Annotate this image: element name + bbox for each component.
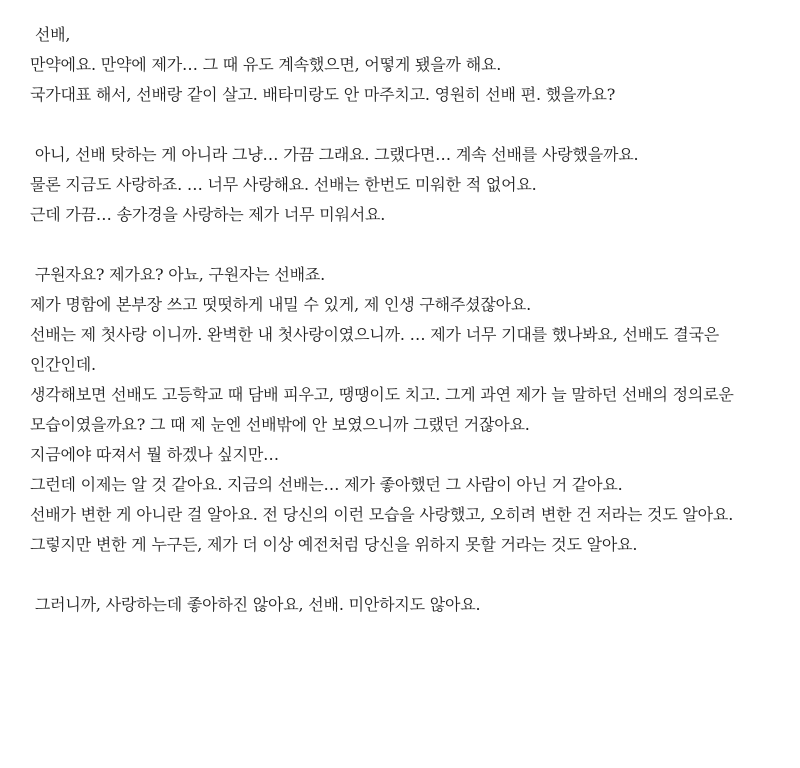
text-line: 선배가 변한 게 아니란 걸 알아요. 전 당신의 이런 모습을 사랑했고, 오히려 변한 건 저라는 것도 알아요. 그렇지만 변한 게 누구든, 제가 더 이상 예전처럼 당신을 위하지 못할 거라는 것도 알아요. [30,505,738,554]
paragraph-2 [30,140,782,230]
text-line: 구원자요? 제가요? 아뇨, 구원자는 선배죠. [30,265,326,284]
text-line: 지금에야 따져서 뭘 하겠나 싶지만… [30,445,279,464]
text-line: 만약에요. 만약에 제가… 그 때 유도 계속했으면, 어떻게 됐을까 해요. [30,55,502,74]
letter-text [30,20,782,620]
text-line: 제가 명함에 본부장 쓰고 떳떳하게 내밀 수 있게, 제 인생 구해주셨잖아요. [30,295,532,314]
text-line: 국가대표 해서, 선배랑 같이 살고. 배타미랑도 안 마주치고. 영원히 선배 편. 했을까요? [30,85,616,104]
text-line: 생각해보면 선배도 고등학교 때 담배 피우고, 땡땡이도 치고. 그게 과연 제가 늘 말하던 선배의 정의로운 모습이였을까요? 그 때 제 눈엔 선배밖에 안 보였으니까 그랬던 거잖아요. [30,385,739,434]
paragraph-1 [30,20,782,110]
text-line: 물론 지금도 사랑하죠. … 너무 사랑해요. 선배는 한번도 미워한 적 없어요. [30,175,537,194]
text-line: 선배는 제 첫사랑 이니까. 완벽한 내 첫사랑이였으니까. … 제가 너무 기대를 했나봐요, 선배도 결국은 인간인데. [30,325,724,374]
paragraph-3 [30,260,782,560]
text-line: 선배, [30,25,71,44]
paragraph-4 [30,590,782,620]
text-line: 그런데 이제는 알 것 같아요. 지금의 선배는… 제가 좋아했던 그 사람이 아닌 거 같아요. [30,475,623,494]
text-line: 아니, 선배 탓하는 게 아니라 그냥… 가끔 그래요. 그랬다면… 계속 선배를 사랑했을까요. [30,145,639,164]
text-line: 그러니까, 사랑하는데 좋아하진 않아요, 선배. 미안하지도 않아요. [30,595,481,614]
text-line: 근데 가끔… 송가경을 사랑하는 제가 너무 미워서요. [30,205,386,224]
